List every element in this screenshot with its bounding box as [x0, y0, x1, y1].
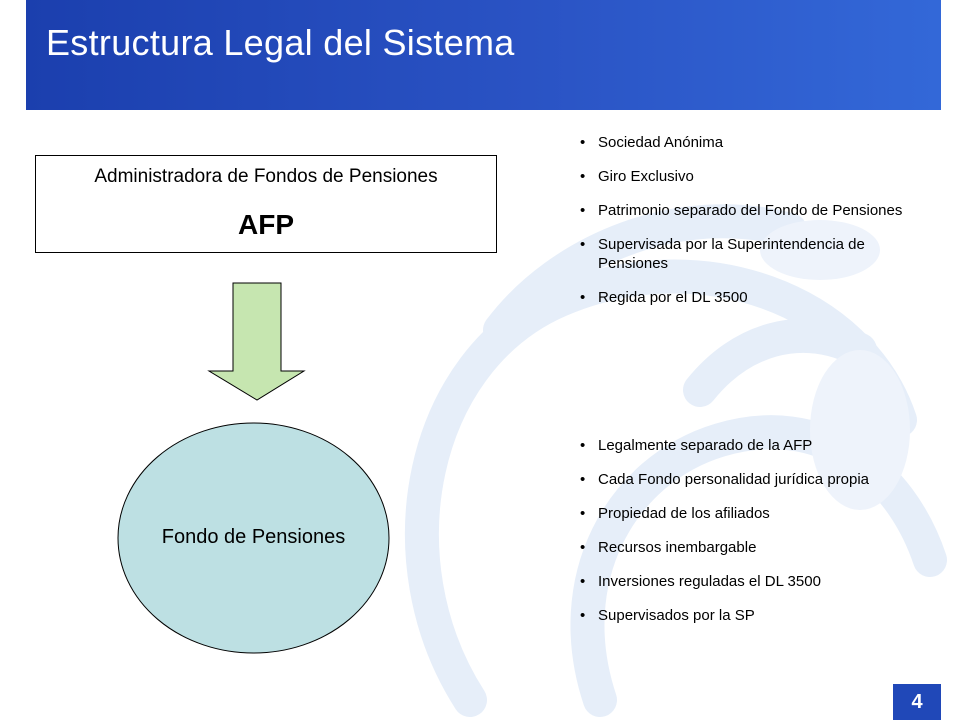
list-item: • Recursos inembargable: [579, 538, 919, 557]
afp-features-list: [579, 133, 919, 322]
list-item: • Patrimonio separado del Fondo de Pensiones: [579, 201, 919, 220]
list-item: • Inversiones reguladas el DL 3500: [579, 572, 919, 591]
fondo-features-list: [579, 436, 919, 640]
afp-box-title: AFP: [238, 209, 294, 240]
page-number: 4: [893, 684, 941, 720]
list-item: • Giro Exclusivo: [579, 167, 919, 186]
afp-box: [35, 155, 497, 253]
slide-title: Estructura Legal del Sistema: [46, 22, 515, 63]
down-arrow: [206, 282, 306, 402]
title-bar: [26, 0, 941, 110]
list-item: • Propiedad de los afiliados: [579, 504, 919, 523]
list-item: • Regida por el DL 3500: [579, 288, 919, 307]
list-item: • Supervisados por la SP: [579, 606, 919, 625]
list-item: • Cada Fondo personalidad jurídica propia: [579, 470, 919, 489]
list-item: • Legalmente separado de la AFP: [579, 436, 919, 455]
fondo-label: Fondo de Pensiones: [161, 526, 346, 548]
list-item: • Supervisada por la Superintendencia de Pensiones: [579, 235, 919, 273]
afp-box-subtitle: Administradora de Fondos de Pensiones: [94, 166, 438, 187]
list-item: • Sociedad Anónima: [579, 133, 919, 152]
